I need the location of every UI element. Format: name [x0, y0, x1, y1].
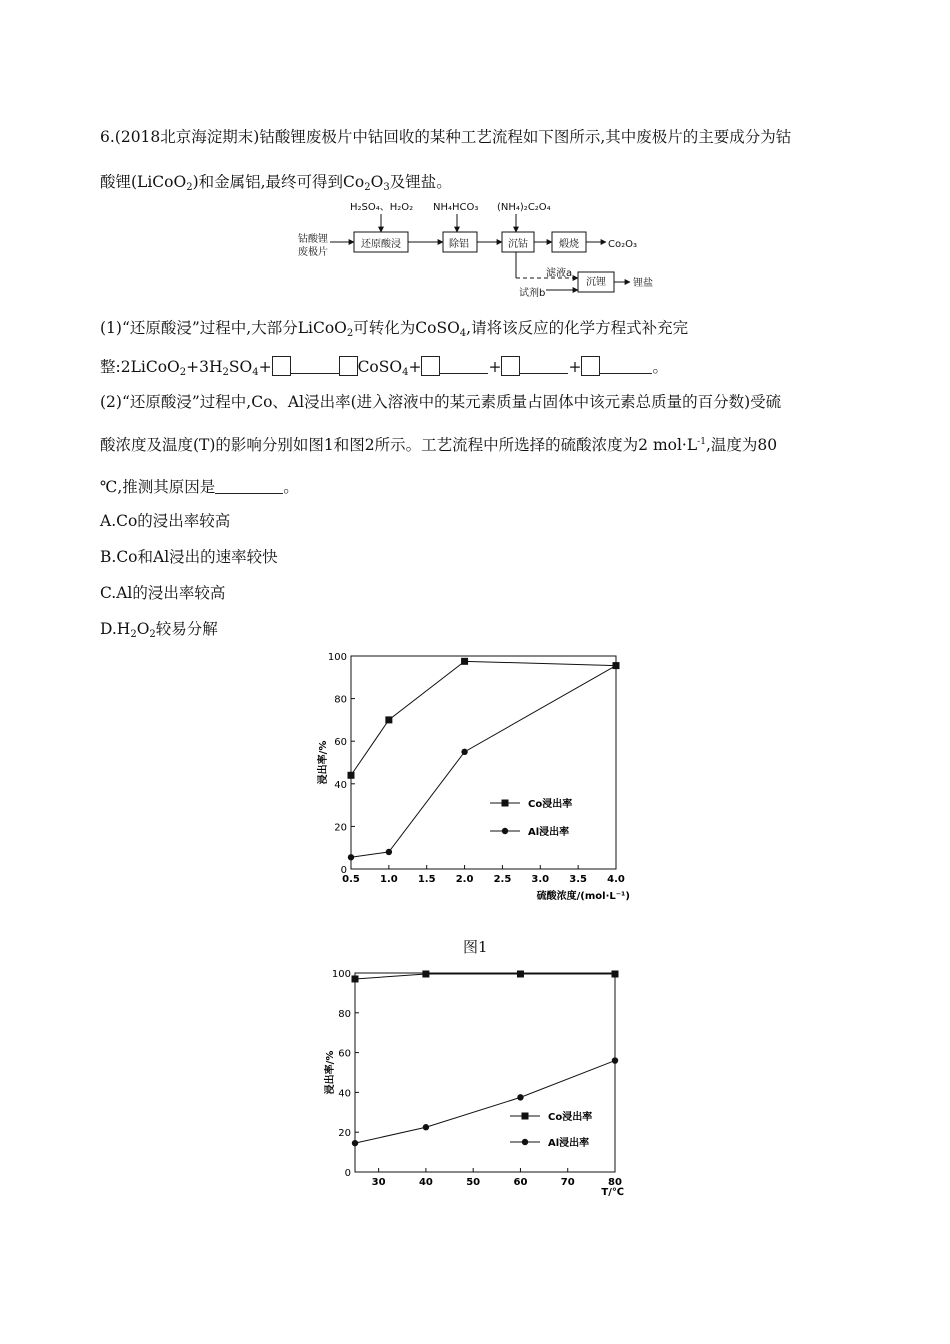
flow-step-4: 煅烧 — [559, 239, 579, 250]
x-tick-label: 1.5 — [417, 874, 436, 885]
y-tick-label: 20 — [338, 1128, 351, 1140]
x-axis-label: 硫酸浓度/(mol·L⁻¹) — [536, 891, 630, 902]
legend-marker-square — [502, 800, 509, 807]
answer-blank-4[interactable] — [600, 373, 652, 374]
y-tick-label: 40 — [338, 1088, 351, 1100]
flow-start-label-2: 废极片 — [298, 247, 328, 258]
eq-plus: + — [488, 358, 502, 376]
al-data-point — [517, 1094, 523, 1100]
x-tick-label: 50 — [466, 1177, 481, 1188]
eq-mid: +3H — [186, 358, 223, 376]
flow-start-label: 钴酸锂 — [298, 234, 328, 245]
option-a[interactable]: A.Co的浸出率较高 — [100, 512, 231, 530]
y-tick-label: 100 — [331, 969, 351, 980]
x-tick-label: 4.0 — [607, 874, 625, 885]
y-tick-label: 80 — [334, 694, 347, 706]
flow-step-3: 沉钴 — [508, 239, 528, 250]
x-tick-label: 2.5 — [493, 874, 512, 885]
y-tick-label: 20 — [334, 822, 347, 834]
sub: 4 — [459, 328, 467, 339]
answer-blank-2[interactable] — [440, 373, 488, 374]
flow-product-2: 锂盐 — [633, 278, 653, 289]
legend-label: Co浸出率 — [548, 1112, 593, 1123]
legend-label: Al浸出率 — [548, 1138, 590, 1149]
y-tick-label: 0 — [344, 1168, 351, 1179]
legend-marker-square — [522, 1113, 529, 1120]
co-data-point — [461, 658, 468, 665]
x-tick-label: 1.0 — [379, 874, 398, 885]
coefficient-box-5[interactable] — [581, 356, 600, 376]
part1-text-c: ,请将该反应的化学方程式补充完 — [466, 319, 689, 337]
x-tick-label: 70 — [560, 1177, 575, 1188]
part2-line-1: (2)“还原酸浸”过程中,Co、Al浸出率(进入溶液中的某元素质量占固体中该元素总质量的百分数)受硫 — [100, 393, 782, 411]
legend-label: Al浸出率 — [528, 827, 570, 838]
flow-step-2: 除铝 — [449, 239, 469, 250]
sub: 2 — [222, 367, 229, 378]
eq-end: 。 — [652, 358, 668, 376]
x-tick-label: 3.0 — [531, 874, 550, 885]
flow-reagent-3: (NH₄)₂C₂O₄ — [497, 202, 551, 213]
figure-1-chart — [310, 645, 640, 910]
sub: 2 — [346, 328, 354, 339]
answer-blank-3[interactable] — [520, 373, 568, 374]
x-tick-label: 3.5 — [569, 874, 588, 885]
flow-reagent-b: 试剂b — [519, 288, 546, 299]
al-data-point — [386, 849, 392, 855]
eq-prefix: 整:2LiCoO — [100, 358, 180, 376]
equation-line — [100, 355, 668, 378]
eq-plus: + — [408, 358, 422, 376]
y-tick-label: 60 — [338, 1048, 351, 1060]
al-data-point — [613, 662, 619, 668]
series-line-al — [351, 666, 616, 858]
flow-step-1: 还原酸浸 — [361, 239, 401, 250]
coefficient-box-1[interactable] — [272, 356, 291, 376]
co-data-point — [352, 975, 359, 982]
co-data-point — [385, 716, 392, 723]
co-data-point — [612, 970, 619, 977]
figure-2-chart — [320, 960, 640, 1202]
x-tick-label: 60 — [513, 1177, 528, 1188]
co-data-point — [517, 970, 524, 977]
sub: 3 — [383, 182, 390, 193]
al-data-point — [352, 1140, 358, 1146]
flow-reagent-2: NH₄HCO₃ — [433, 202, 479, 213]
flow-filtrate: 滤液a — [546, 268, 573, 279]
option-c[interactable]: C.Al的浸出率较高 — [100, 584, 226, 602]
part2-line-2 — [100, 433, 777, 455]
part2-line-3 — [100, 475, 299, 497]
x-tick-label: 0.5 — [342, 874, 360, 885]
sub: 2 — [179, 367, 187, 378]
sub: 2 — [186, 182, 193, 193]
process-flow-diagram — [290, 198, 670, 300]
answer-blank-reason[interactable] — [215, 493, 283, 494]
eq-plus: + — [258, 358, 272, 376]
flow-product-1: Co₂O₃ — [608, 239, 637, 250]
y-axis-label: 浸出率/% — [318, 740, 329, 785]
x-axis-label: T/℃ — [601, 1187, 624, 1198]
al-data-point — [348, 854, 354, 860]
sup: -1 — [697, 436, 706, 447]
eq-plus: + — [568, 358, 582, 376]
x-tick-label: 80 — [608, 1177, 622, 1188]
x-tick-label: 2.0 — [455, 874, 474, 885]
al-data-point — [461, 749, 467, 755]
al-data-point — [612, 1057, 618, 1063]
y-axis-label: 浸出率/% — [325, 1050, 336, 1095]
legend-marker-circle — [502, 828, 508, 834]
part2-text-3b: 。 — [283, 478, 299, 496]
coefficient-box-2[interactable] — [339, 356, 358, 376]
eq-coso4: CoSO — [357, 358, 403, 376]
question-intro-line-1 — [100, 125, 791, 147]
series-line-co — [355, 974, 615, 979]
question-intro-text: 钴酸锂废极片中钴回收的某种工艺流程如下图所示,其中废极片的主要成分为钴 — [259, 128, 792, 146]
option-d[interactable] — [100, 617, 218, 640]
co-data-point — [348, 772, 355, 779]
flow-reagent-1: H₂SO₄、H₂O₂ — [350, 202, 414, 213]
y-tick-label: 60 — [334, 737, 347, 749]
flow-step-5: 沉锂 — [586, 277, 606, 288]
legend-marker-circle — [522, 1139, 528, 1145]
intro-text-d: 及锂盐。 — [389, 173, 452, 191]
option-b[interactable]: B.Co和Al浸出的速率较快 — [100, 548, 278, 566]
sub: 2 — [149, 629, 156, 640]
co-data-point — [422, 970, 429, 977]
intro-text-b: )和金属铝,最终可得到Co — [192, 173, 365, 191]
question-number: 6.(2018北京海淀期末) — [100, 128, 260, 146]
series-line-al — [355, 1061, 615, 1144]
x-tick-label: 30 — [371, 1177, 386, 1188]
part2-text-3a: ℃,推测其原因是 — [100, 478, 216, 496]
part2-text-2b: ,温度为80 — [705, 436, 778, 454]
x-tick-label: 40 — [418, 1177, 433, 1188]
y-tick-label: 80 — [338, 1008, 351, 1020]
figure-1-caption: 图1 — [463, 938, 488, 956]
coefficient-box-4[interactable] — [501, 356, 520, 376]
answer-blank-1[interactable] — [291, 373, 339, 374]
sub: 4 — [252, 367, 259, 378]
option-d-mid: O — [136, 620, 150, 638]
sub: 2 — [364, 182, 371, 193]
option-d-post: 较易分解 — [155, 620, 218, 638]
part1-text-b: 可转化为CoSO — [353, 319, 460, 337]
coefficient-box-3[interactable] — [421, 356, 440, 376]
part2-text-2a: 酸浓度及温度(T)的影响分别如图1和图2所示。工艺流程中所选择的硫酸浓度为2 mol·L — [100, 436, 698, 454]
legend-label: Co浸出率 — [528, 799, 573, 810]
question-intro-line-2 — [100, 170, 452, 193]
intro-text-c: O — [370, 173, 384, 191]
part1-line-1 — [100, 316, 688, 339]
y-tick-label: 0 — [340, 865, 347, 876]
part1-text-a: (1)“还原酸浸”过程中,大部分LiCoO — [100, 319, 347, 337]
sub: 2 — [130, 629, 137, 640]
sub: 4 — [402, 367, 409, 378]
intro-text-a: 酸锂(LiCoO — [100, 173, 187, 191]
eq-mid2: SO — [228, 358, 253, 376]
y-tick-label: 100 — [327, 652, 347, 663]
al-data-point — [423, 1124, 429, 1130]
option-d-pre: D.H — [100, 620, 131, 638]
y-tick-label: 40 — [334, 779, 347, 791]
